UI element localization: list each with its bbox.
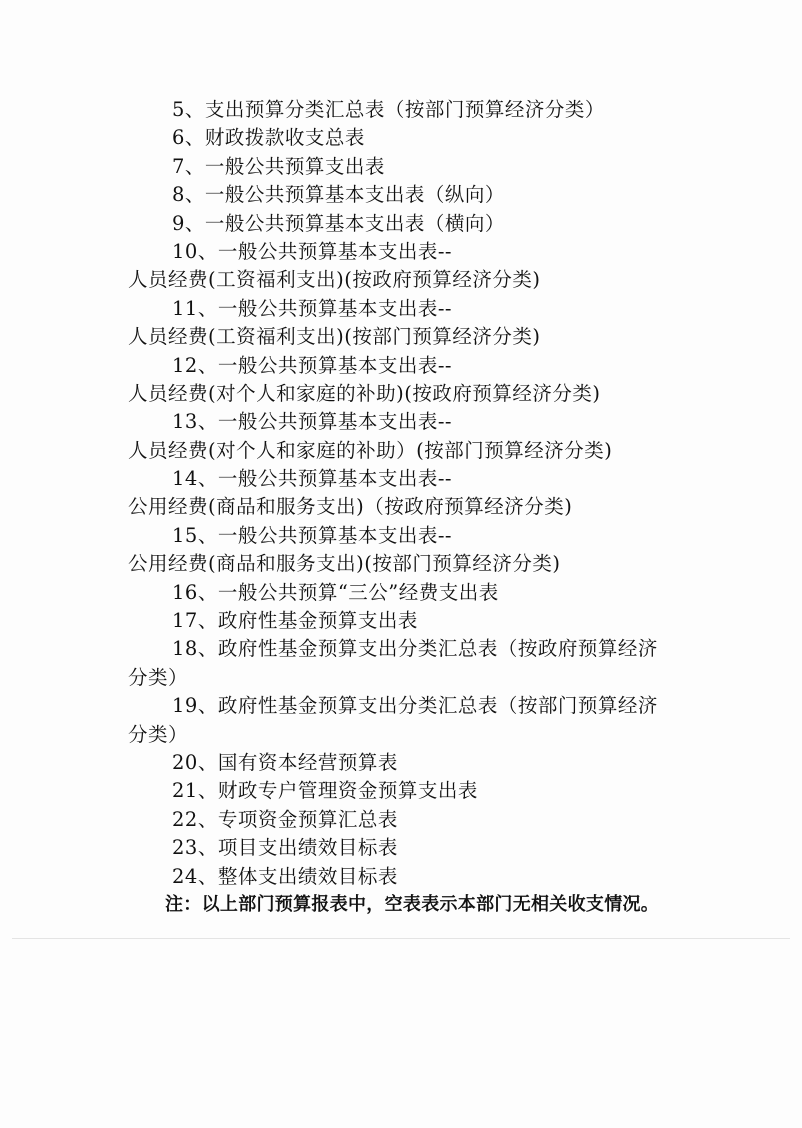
list-item: 17、政府性基金预算支出表 [172,609,418,633]
list-item-continuation: 公用经费(商品和服务支出)（按政府预算经济分类) [128,495,573,519]
footnote: 注：以上部门预算报表中，空表表示本部门无相关收支情况。 [165,893,660,915]
list-item-continuation: 人员经费(对个人和家庭的补助）(按部门预算经济分类) [128,438,613,462]
page-divider [12,938,790,939]
list-item: 13、一般公共预算基本支出表-- [172,410,452,434]
list-item: 16、一般公共预算“三公”经费支出表 [172,580,499,604]
list-item: 22、专项资金预算汇总表 [172,807,398,831]
list-item-continuation: 人员经费(工资福利支出)(按部门预算经济分类) [128,325,541,349]
list-item-continuation: 人员经费(对个人和家庭的补助)(按政府预算经济分类) [128,381,601,405]
list-item: 11、一般公共预算基本支出表-- [172,296,452,320]
list-item: 24、整体支出绩效目标表 [172,864,398,888]
list-item: 12、一般公共预算基本支出表-- [172,353,452,377]
list-item: 6、财政拨款收支总表 [172,126,365,150]
list-item: 8、一般公共预算基本支出表（纵向） [172,183,505,207]
list-item-continuation: 人员经费(工资福利支出)(按政府预算经济分类) [128,268,541,292]
list-item: 9、一般公共预算基本支出表（横向） [172,211,505,235]
list-item: 10、一般公共预算基本支出表-- [172,239,452,263]
list-item-continuation: 公用经费(商品和服务支出)(按部门预算经济分类) [128,552,561,576]
list-item: 15、一般公共预算基本支出表-- [172,523,452,547]
list-item: 14、一般公共预算基本支出表-- [172,467,452,491]
list-item-continuation: 分类） [128,665,189,689]
list-item: 19、政府性基金预算支出分类汇总表（按部门预算经济 [172,694,658,718]
list-item-continuation: 分类） [128,722,189,746]
list-item: 20、国有资本经营预算表 [172,750,398,774]
list-item: 23、项目支出绩效目标表 [172,836,398,860]
list-item: 7、一般公共预算支出表 [172,154,385,178]
list-item: 21、财政专户管理资金预算支出表 [172,779,478,803]
table-list [0,96,802,919]
list-item: 5、支出预算分类汇总表（按部门预算经济分类） [172,98,605,121]
list-item: 18、政府性基金预算支出分类汇总表（按政府预算经济 [172,637,658,661]
